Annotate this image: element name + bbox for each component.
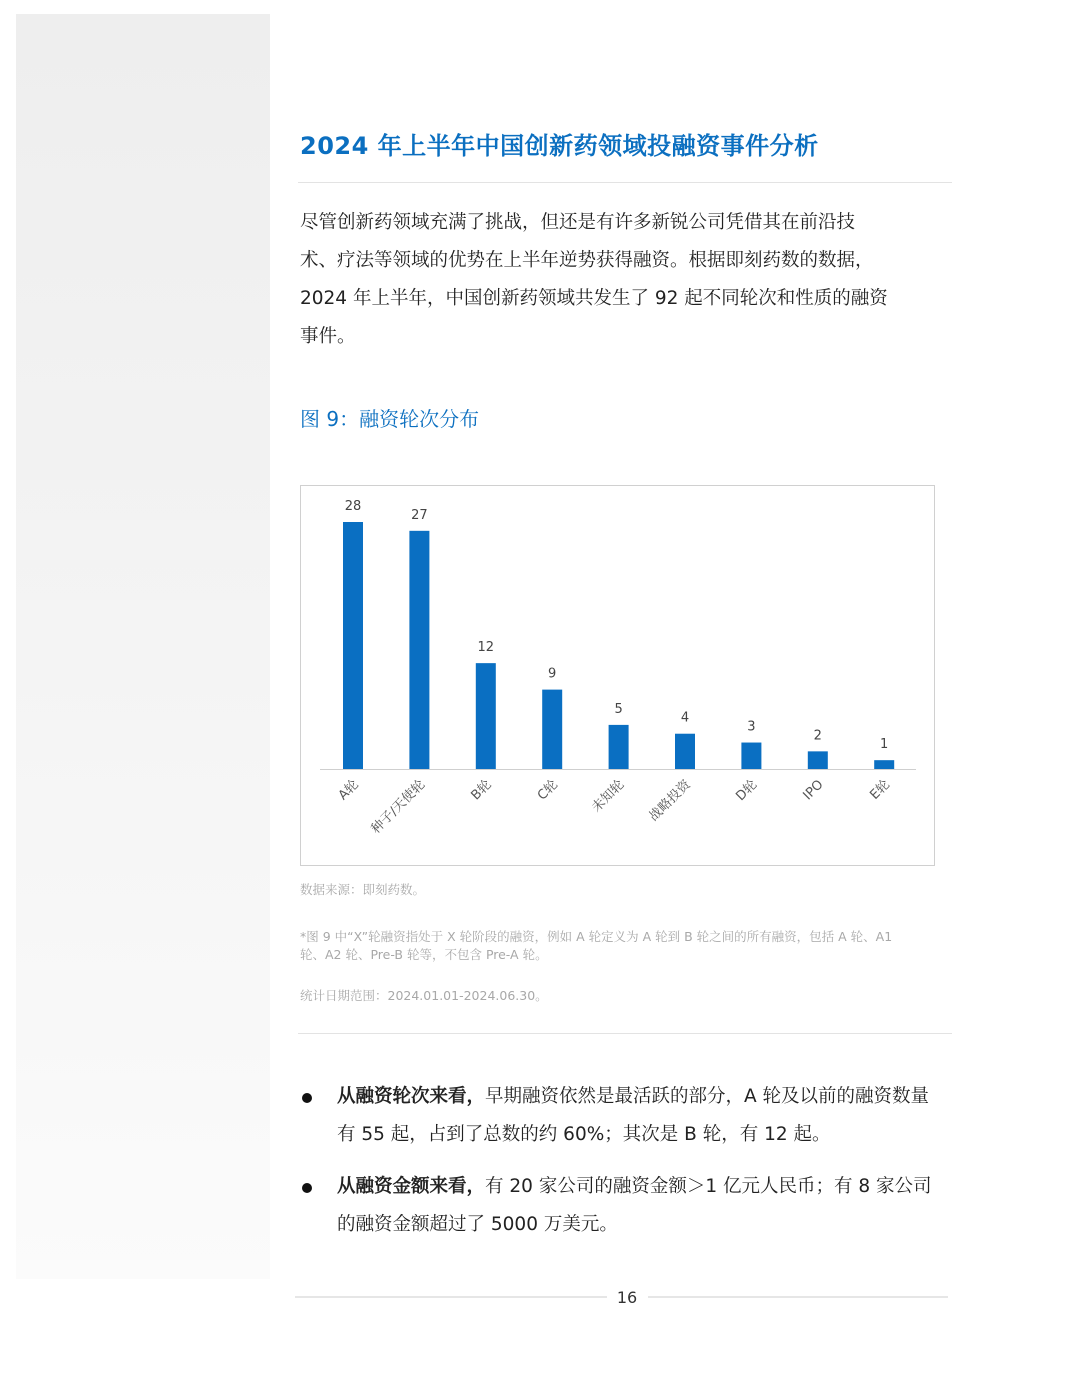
bullet-text: 早期融资依然是最活跃的部分，A 轮及以前的融资数量 — [485, 1086, 930, 1107]
chart-svg — [301, 486, 936, 867]
bar — [741, 743, 761, 769]
intro-line: 术、疗法等领域的优势在上半年逆势获得融资。根据即刻药数的数据， — [300, 250, 874, 271]
data-label: 1 — [880, 737, 889, 753]
intro-line: 2024 年上半年，中国创新药领域共发生了 92 起不同轮次和性质的融资 — [300, 288, 888, 309]
data-label: 9 — [548, 666, 557, 682]
category-tick-label: D轮 — [733, 777, 761, 805]
bar — [874, 760, 894, 769]
section-divider — [298, 1033, 952, 1034]
data-label: 28 — [344, 499, 362, 514]
date-range: 统计日期范围：2024.01.01-2024.06.30。 — [300, 988, 548, 1003]
category-tick-label: 战略投资 — [646, 777, 694, 825]
figure-caption: 图 9：融资轮次分布 — [300, 407, 480, 431]
intro-paragraph — [300, 204, 920, 356]
bullet-dot-icon — [302, 1183, 312, 1193]
bullet-item — [300, 1168, 960, 1244]
footnote — [300, 928, 892, 964]
bullet-dot-icon — [302, 1093, 312, 1103]
bullet-lead: 从融资轮次来看， — [337, 1086, 486, 1107]
page-title: 2024 年上半年中国创新药领域投融资事件分析 — [300, 132, 819, 160]
bullet-item — [300, 1078, 960, 1154]
bar — [409, 531, 429, 769]
bullet-text: 的融资金额超过了 5000 万美元。 — [337, 1214, 618, 1235]
bar — [675, 734, 695, 769]
bar — [476, 663, 496, 769]
bar — [609, 725, 629, 769]
data-label: 12 — [477, 640, 495, 656]
data-label: 27 — [411, 507, 428, 523]
data-source: 数据来源：即刻药数。 — [300, 882, 426, 897]
data-label: 2 — [813, 728, 822, 744]
bullet-text: 有 20 家公司的融资金额＞1 亿元人民币；有 8 家公司 — [485, 1176, 932, 1197]
category-tick-label: E轮 — [867, 777, 894, 803]
bullet-lead: 从融资金额来看， — [337, 1176, 486, 1197]
title-divider — [298, 182, 952, 183]
category-tick-label: 种子/天使轮 — [368, 777, 429, 837]
bar — [542, 690, 562, 769]
bar — [808, 751, 828, 769]
footnote-line: 轮、A2 轮、Pre-B 轮等，不包含 Pre-A 轮。 — [300, 947, 548, 962]
data-label: 4 — [680, 710, 690, 726]
funding-round-chart — [300, 485, 935, 866]
bar — [343, 522, 363, 769]
intro-line: 尽管创新药领域充满了挑战，但还是有许多新锐公司凭借其在前沿技 — [300, 212, 856, 233]
category-tick-label: A轮 — [335, 777, 362, 804]
side-panel — [16, 14, 270, 1279]
footer-rule-right — [648, 1296, 948, 1298]
data-label: 3 — [747, 719, 756, 735]
category-tick-label: C轮 — [534, 777, 562, 804]
footnote-line: *图 9 中“X”轮融资指处于 X 轮阶段的融资，例如 A 轮定义为 A 轮到 B 轮之间的所有融资，包括 A 轮、A1 — [300, 929, 893, 944]
category-tick-label: B轮 — [468, 777, 495, 804]
data-label: 5 — [614, 701, 623, 717]
bullet-text: 有 55 起，占到了总数的约 60%；其次是 B 轮，有 12 起。 — [337, 1124, 831, 1145]
bullet-list — [300, 1078, 960, 1244]
footer-rule-left — [295, 1296, 607, 1298]
category-tick-label: 未知轮 — [589, 777, 628, 816]
page-number: 16 — [616, 1288, 638, 1307]
intro-line: 事件。 — [300, 326, 356, 347]
category-tick-label: IPO — [800, 777, 827, 804]
